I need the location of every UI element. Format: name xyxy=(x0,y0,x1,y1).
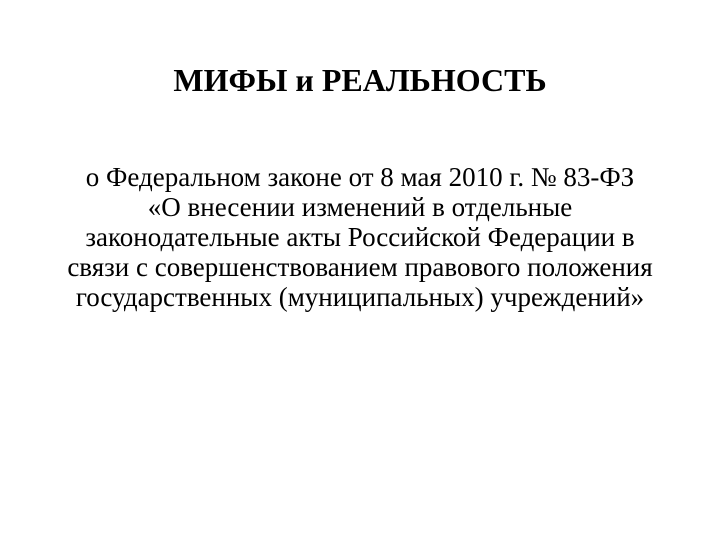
subtitle-line: связи с совершенствованием правового положения xyxy=(67,252,653,282)
subtitle-line: законодательные акты Российской Федерации в xyxy=(85,222,635,252)
slide-title: МИФЫ и РЕАЛЬНОСТЬ xyxy=(173,62,547,98)
subtitle-line: «О внесении изменений в отдельные xyxy=(147,192,573,222)
slide-subtitle xyxy=(4,162,716,312)
subtitle-line: о Федеральном законе от 8 мая 2010 г. № 83-ФЗ xyxy=(85,162,635,192)
subtitle-line: государственных (муниципальных) учреждений» xyxy=(75,282,645,312)
